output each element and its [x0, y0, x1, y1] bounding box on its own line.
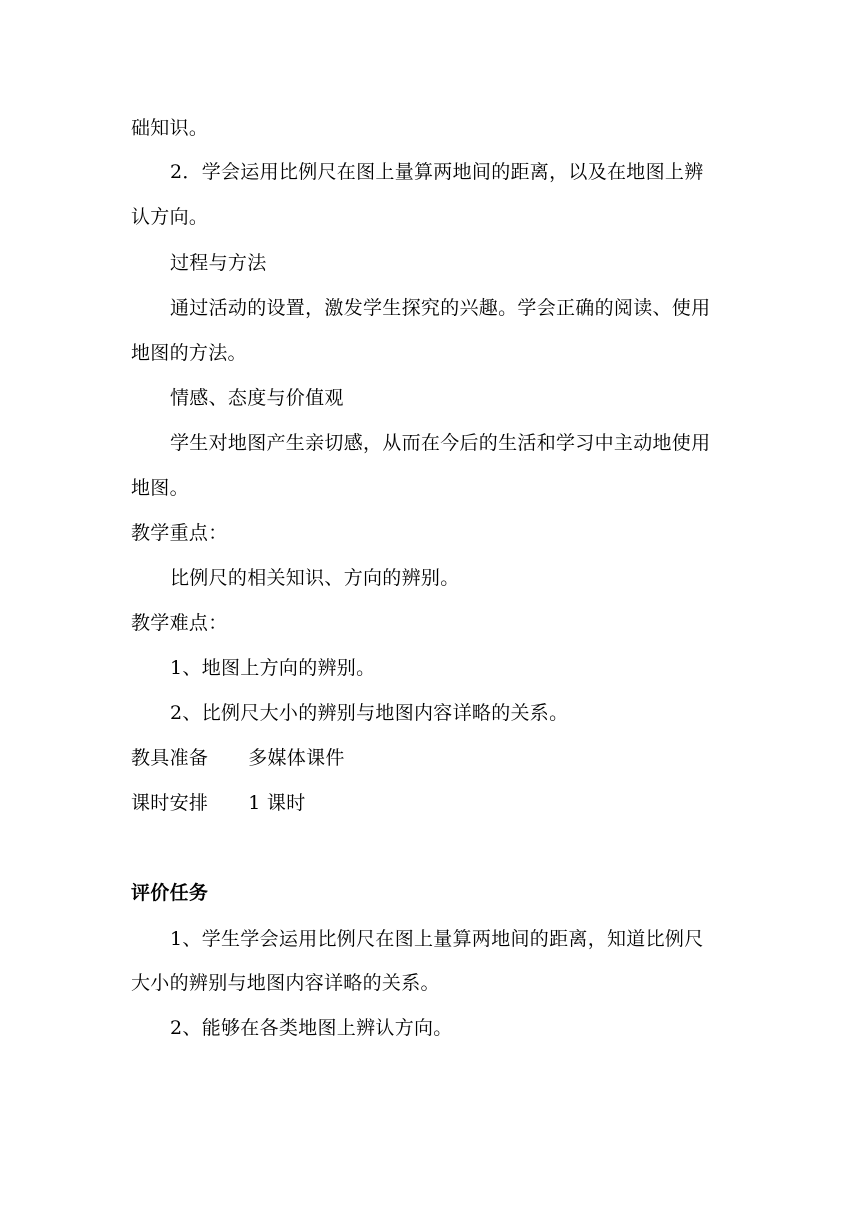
objective-2-line: 2．学会运用比例尺在图上量算两地间的距离，以及在地图上辨: [170, 161, 704, 183]
text-line: 比例尺的相关知识、方向的辨别。: [170, 567, 460, 589]
text-line: 地图。: [131, 477, 189, 499]
time-row: [131, 791, 306, 815]
section-heading-emotion: 情感、态度与价值观: [170, 387, 344, 409]
text-line: 大小的辨别与地图内容详略的关系。: [131, 972, 440, 994]
text-line: 认方向。: [131, 206, 209, 228]
text-line: 础知识。: [131, 117, 209, 139]
tools-value: 多媒体课件: [248, 747, 345, 769]
list-item: 1、地图上方向的辨别。: [170, 657, 376, 679]
key-points-heading: 教学重点：: [131, 522, 228, 544]
time-value: 1 课时: [248, 792, 306, 814]
evaluation-heading: 评价任务: [131, 882, 209, 904]
text-line: 通过活动的设置，激发学生探究的兴趣。学会正确的阅读、使用: [170, 297, 711, 319]
text-line: 学生对地图产生亲切感，从而在今后的生活和学习中主动地使用: [170, 432, 711, 454]
difficult-points-heading: 教学难点：: [131, 612, 228, 634]
list-item: 2、比例尺大小的辨别与地图内容详略的关系。: [170, 702, 569, 724]
section-heading-process: 过程与方法: [170, 252, 267, 274]
tools-label: 教具准备: [131, 747, 209, 769]
time-label: 课时安排: [131, 792, 209, 814]
text-line: 地图的方法。: [131, 342, 247, 364]
list-item: 2、能够在各类地图上辨认方向。: [170, 1017, 453, 1039]
list-item: 1、学生学会运用比例尺在图上量算两地间的距离，知道比例尺: [170, 928, 704, 950]
tools-row: [131, 746, 345, 770]
